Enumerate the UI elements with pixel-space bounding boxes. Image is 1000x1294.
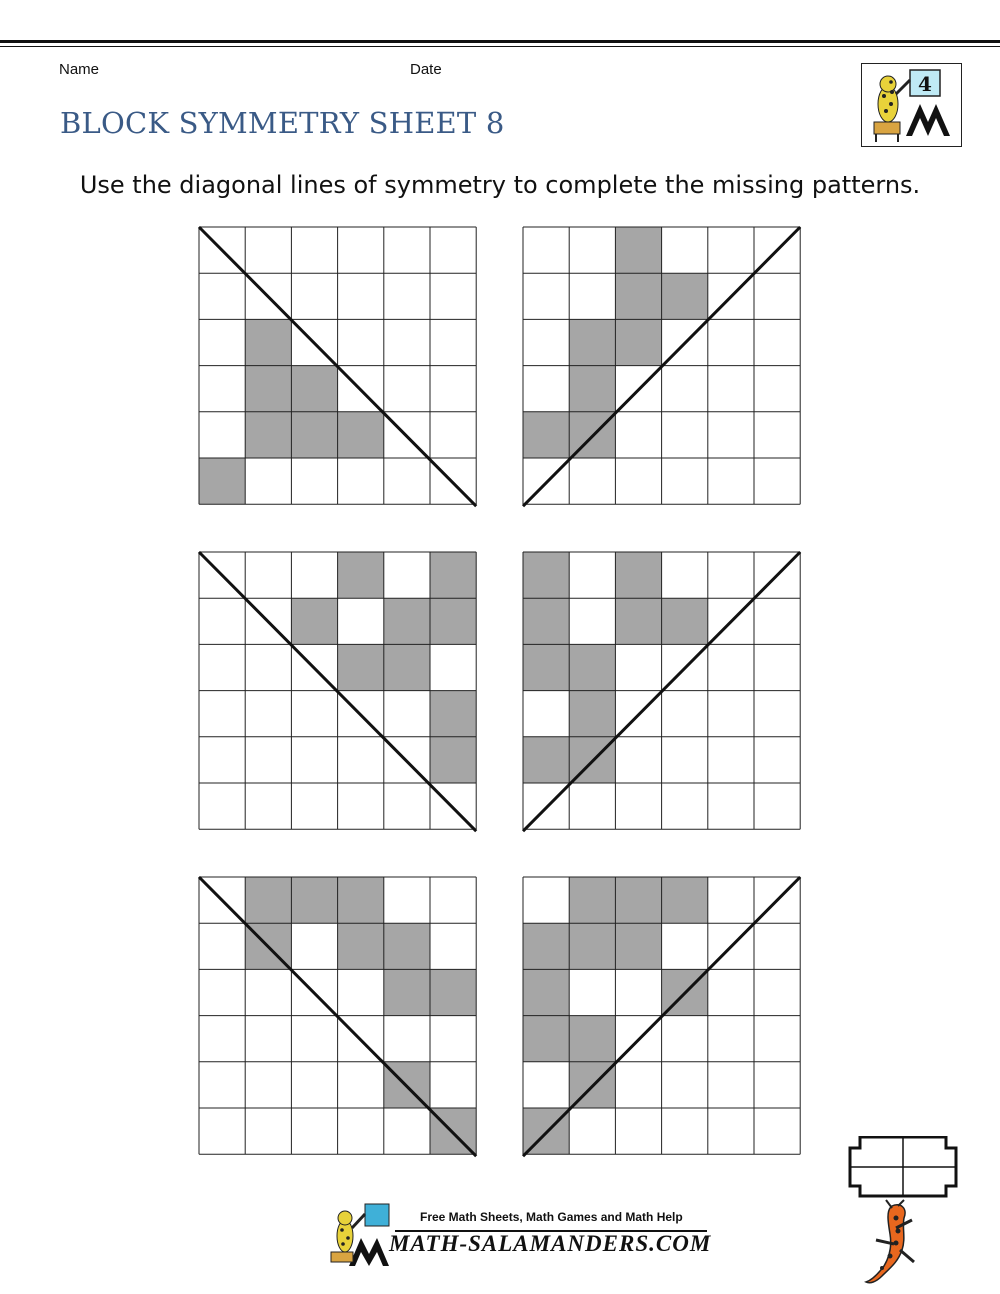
shaded-cell bbox=[430, 598, 476, 644]
shaded-cell bbox=[615, 552, 661, 598]
shaded-cell bbox=[569, 319, 615, 365]
shaded-cell bbox=[662, 273, 708, 319]
symmetry-grid-2 bbox=[523, 227, 800, 506]
footer-brand bbox=[325, 1200, 715, 1270]
symmetry-grid-6 bbox=[523, 877, 800, 1156]
shaded-cell bbox=[523, 737, 569, 783]
symmetry-grid-3 bbox=[199, 552, 476, 831]
shaded-cell bbox=[569, 691, 615, 737]
shaded-cell bbox=[430, 737, 476, 783]
shaded-cell bbox=[199, 458, 245, 504]
shaded-cell bbox=[245, 319, 291, 365]
shaded-cell bbox=[569, 644, 615, 690]
shaded-cell bbox=[662, 598, 708, 644]
salamander-icon bbox=[862, 1198, 932, 1290]
instructions: Use the diagonal lines of symmetry to complete the missing patterns. bbox=[79, 171, 921, 199]
shaded-cell bbox=[523, 644, 569, 690]
symmetry-grid-4 bbox=[523, 552, 800, 831]
shaded-cell bbox=[338, 412, 384, 458]
symmetry-grid-1 bbox=[199, 227, 476, 506]
symmetry-grid-5 bbox=[199, 877, 476, 1156]
shaded-cell bbox=[430, 691, 476, 737]
shaded-cell bbox=[569, 1016, 615, 1062]
shaded-cell bbox=[291, 877, 337, 923]
grade-badge: 4 bbox=[918, 72, 932, 96]
shaded-cell bbox=[523, 598, 569, 644]
shaded-cell bbox=[384, 969, 430, 1015]
shaded-cell bbox=[615, 877, 661, 923]
footer-tagline: Free Math Sheets, Math Games and Math Help bbox=[420, 1210, 683, 1224]
shaded-cell bbox=[245, 877, 291, 923]
shaded-cell bbox=[338, 644, 384, 690]
shaded-cell bbox=[245, 412, 291, 458]
salamander-mascot-icon bbox=[325, 1200, 395, 1270]
page-title: BLOCK SYMMETRY SHEET 8 bbox=[60, 106, 505, 140]
shaded-cell bbox=[523, 969, 569, 1015]
shaded-cell bbox=[430, 552, 476, 598]
date-label: Date bbox=[410, 61, 442, 78]
shaded-cell bbox=[430, 969, 476, 1015]
shaded-cell bbox=[569, 366, 615, 412]
shaded-cell bbox=[523, 1016, 569, 1062]
shaded-cell bbox=[569, 877, 615, 923]
shaded-cell bbox=[615, 273, 661, 319]
shaded-cell bbox=[615, 319, 661, 365]
shaded-cell bbox=[245, 366, 291, 412]
shaded-cell bbox=[662, 877, 708, 923]
shaded-cell bbox=[384, 598, 430, 644]
shaded-cell bbox=[291, 598, 337, 644]
shaded-cell bbox=[523, 923, 569, 969]
name-label: Name bbox=[59, 61, 100, 78]
shaded-cell bbox=[384, 644, 430, 690]
footer-site-name: MATH-SALAMANDERS.COM bbox=[389, 1231, 712, 1256]
answer-box bbox=[848, 1136, 958, 1198]
shaded-cell bbox=[291, 366, 337, 412]
shaded-cell bbox=[523, 412, 569, 458]
shaded-cell bbox=[615, 227, 661, 273]
shaded-cell bbox=[384, 923, 430, 969]
shaded-cell bbox=[615, 923, 661, 969]
shaded-cell bbox=[615, 598, 661, 644]
shaded-cell bbox=[569, 923, 615, 969]
shaded-cell bbox=[338, 923, 384, 969]
shaded-cell bbox=[338, 877, 384, 923]
shaded-cell bbox=[338, 552, 384, 598]
shaded-cell bbox=[523, 552, 569, 598]
shaded-cell bbox=[291, 412, 337, 458]
